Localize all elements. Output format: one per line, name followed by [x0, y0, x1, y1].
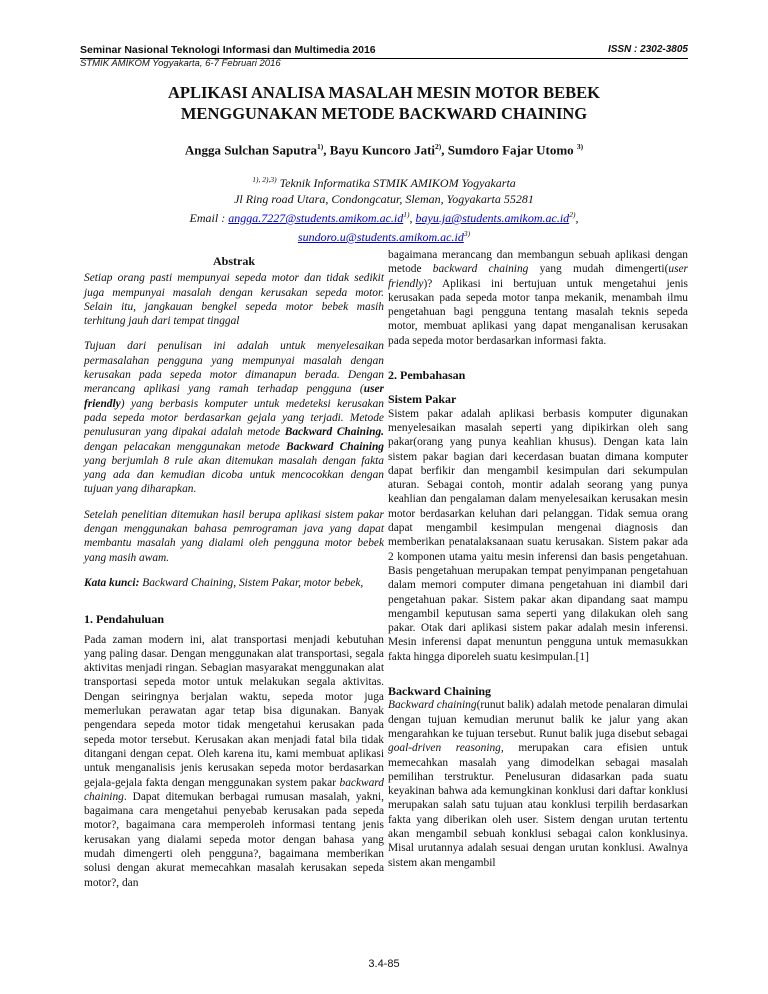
abstract-paragraph-2: Tujuan dari penulisan ini adalah untuk menyelesaikan permasalahan pengguna yang mempunyai masalah dengan kerusakan pada sepeda motor dimanapun berada. Dengan merancang aplikasi yang ramah terhadap pengguna (user friendly) yang berbasis komputer untuk medeteksi kerusakan pada sepeda motor berdasarkan gejala yang terjadi. Metode penulusuran yang dipakai adalah metode Backward Chaining. dengan pelacakan menggunakan metode Backward Chaining yang berjumlah 8 rule akan ditemukan masalah dengan fakta yang ada dan kemudian dicoba untuk mencocokkan dengan tujuan yang diharapkan. — [84, 340, 385, 496]
abstract-paragraph-3: Setelah penelitian ditemukan hasil berupa aplikasi sistem pakar dengan menggunakan bahasa pemrograman java yang dapat membantu masalah yang dialami oleh pengguna motor bebek yang masih awam. — [84, 508, 384, 564]
email-link[interactable]: angga.7227@students.amikom.ac.id — [228, 211, 404, 225]
title-line-2: MENGGUNAKAN METODE BACKWARD CHAINING — [180, 104, 588, 123]
author-name: Bayu Kuncoro Jati — [329, 142, 436, 158]
expert-system-paragraph: Sistem pakar adalah aplikasi berbasis komputer digunakan menyelesaikan masalah seperti yang dipikirkan oleh sang pakar(orang yang punya keahlian khusus). Dengan kata lain sistem pakar bagian dari kecerdasan buatan dimana komputer dapat berfikir dan mengambil kesimpulan dari sekumpulan aturan. Sebagai contoh, montir adalah seorang yang punya keahlian dan pengalaman dalam menyelesaikan kerusakan mesin motor berdasarkan keluhan dari pelanggan. Tidak semua orang dapat mengambil kesimpulan mengenai diagnosis dan memberikan penatalaksanaan suatu kerusakan. Sistem pakar ada 2 komponen utama yaitu mesin inferensi dan basis pengetahuan. Basis pengetahuan merupakan tempat penyimpanan pengetahuan dalam memori computer dimana pengetahuan ini diambil dari pengetahuan pakar. Sistem pakar akan dipandang saat mampu mengambil keputusan sama seperti yang dilakukan oleh sang pakar. Otak dari aplikasi sistem pakar adalah mesin inferensi. Mesin inferensi dapat menuntun pengguna untuk memasukkan fakta hingga diporeleh suatu kesimpulan.[1] — [388, 407, 688, 663]
address-line: Jl Ring road Utara, Condongcatur, Sleman, Yogyakarta 55281 — [234, 192, 534, 206]
left-column — [84, 248, 384, 890]
issn-label: ISSN : 2302-3805 — [607, 44, 688, 55]
keywords: Kata kunci: Backward Chaining, Sistem Pakar, motor bebek, — [84, 576, 364, 589]
abstract-heading: Abstrak — [212, 254, 255, 268]
email-sup: 1) — [403, 210, 410, 219]
page-number: 3.4-85 — [368, 958, 400, 970]
affiliation-block — [80, 172, 688, 245]
institution: Teknik Informatika STMIK AMIKOM Yogyakarta — [279, 176, 516, 190]
conference-name: Seminar Nasional Teknologi Informasi dan Multimedia 2016 — [80, 44, 376, 56]
email-link[interactable]: sundoro.u@students.amikom.ac.id — [297, 230, 464, 244]
email-link[interactable]: bayu.ja@students.amikom.ac.id — [415, 211, 570, 225]
author-name: Angga Sulchan Saputra — [184, 142, 318, 158]
email-line-2 — [80, 226, 688, 245]
subsection-heading-backward-chaining: Backward Chaining — [388, 684, 492, 699]
intro-paragraph-2: bagaimana merancang dan membangun sebuah aplikasi dengan metode backward chaining yang mudah dimengerti(user friendly)? Aplikasi ini bertujuan untuk mengetahui jenis kerusakan pada sepeda motor tanpa mekanik, menambah ilmu pengetahuan bagi pengguna tentang masalah teknis sepeda motor, membuat aplikasi yang dapat menganalisan kerusakan pada sepeda motor berdasarkan informasi fakta. — [388, 249, 688, 347]
section-heading-discussion: 2. Pembahasan — [388, 368, 466, 383]
author-sup: 2) — [435, 142, 442, 151]
backward-chaining-paragraph: Backward chaining(runut balik) adalah metode penalaran dimulai dengan tujuan kemudian merunut balik ke jalur yang akan mengarahkan ke tujuan tersebut. Runut balik juga disebut sebagai goal-driven reasoning, merupakan cara efisien untuk memecahkan masalah yang dimodelkan sebagai masalah pemilihan terstruktur. Penelusuran didasarkan pada suatu keyakinan bahwa ada kemungkinan konklusi dari daftar konklusi merupakan salah satu tujuan atau konklusi terpilih berdasarkan fakta yang diberikan oleh user. Sistem dengan urutan tertentu akan mengambil sebuah konklusi sebagai calon konklusinya. Misal urutannya adalah sesuai dengan urutan konklusi. Awalnya sistem akan mengambil — [388, 699, 688, 869]
email-line: Email : $angga.7227@students.amikom.ac.id^{1)}$, $bayu.ja@students.amikom.ac.id^{2)}$, — [189, 210, 579, 225]
abstract-paragraph-1: Setiap orang pasti mempunyai sepeda motor dan tidak sedikit juga mempunyai masalah dengan kerusakan sepeda motor. Selain itu, jangkauan bengkel sepeda motor bebek masih terhitung jauh dari tempat tinggal — [84, 272, 384, 328]
author-name: Sumdoro Fajar Utomo — [447, 142, 574, 158]
paper-title — [80, 82, 688, 124]
conference-location: STMIK AMIKOM Yogyakarta, 6-7 Februari 2016 — [80, 58, 281, 69]
section-heading-introduction: 1. Pendahuluan — [84, 612, 165, 627]
email-sup: 2) — [569, 210, 576, 219]
intro-paragraph-1: Pada zaman modern ini, alat transportasi menjadi kebutuhan yang paling dasar. Dengan menggunakan alat transportasi, segala aktivitas menjadi ringan. Sebagian masyarakat menggunakan alat transportasi sepeda motor untuk melakukan segala aktivitas. Dengan seiringnya berjalan waktu, sepeda motor juga memerlukan perawatan agar tetap bisa digunakan. Banyak pengendara sepeda motor tidak mengetahui kerusakan pada sepeda motor tersebut. Kerusakan akan menjadi fatal bila tidak ditangani dengan cepat. Oleh karena itu, kami membuat aplikasi untuk menganalisis jenis kerusakan sepeda motor berdasarkan gejala-gejala fakta dengan menggunakan system pakar backward chaining. Dapat ditemukan berbagai rumusan masalah, yakni, bagaimana cara mengetahui penyebab kerusakan pada sepeda motor?, bagaimana cara memperoleh informasi tentang jenis kerusakan yang dialami sepeda motor dengan bahasa yang mudah dimengerti oleh pengguna?, bagaimana memberikan solusi dengan akurat memecahkan masalah kerusakan sepeda motor?, dan — [84, 633, 384, 889]
email-label: Email : — [189, 211, 226, 225]
title-line-1: APLIKASI ANALISA MASALAH MESIN MOTOR BEBEK — [168, 83, 600, 102]
affil-sup: 1), 2),3) — [252, 175, 277, 184]
author-sup: 3) — [576, 142, 584, 151]
header-divider — [80, 58, 688, 59]
running-header — [80, 44, 376, 69]
author-list: Angga Sulchan Saputra$^{1)}$, Bayu Kuncoro Jati$^{2)}$, Sumdoro Fajar Utomo $^{3)}$ — [184, 142, 584, 158]
email-sup: 3) — [463, 229, 471, 238]
institution-line — [80, 172, 688, 191]
right-column — [388, 248, 688, 870]
author-sup: 1) — [317, 142, 324, 151]
subsection-heading-expert-system: Sistem Pakar — [388, 392, 457, 407]
